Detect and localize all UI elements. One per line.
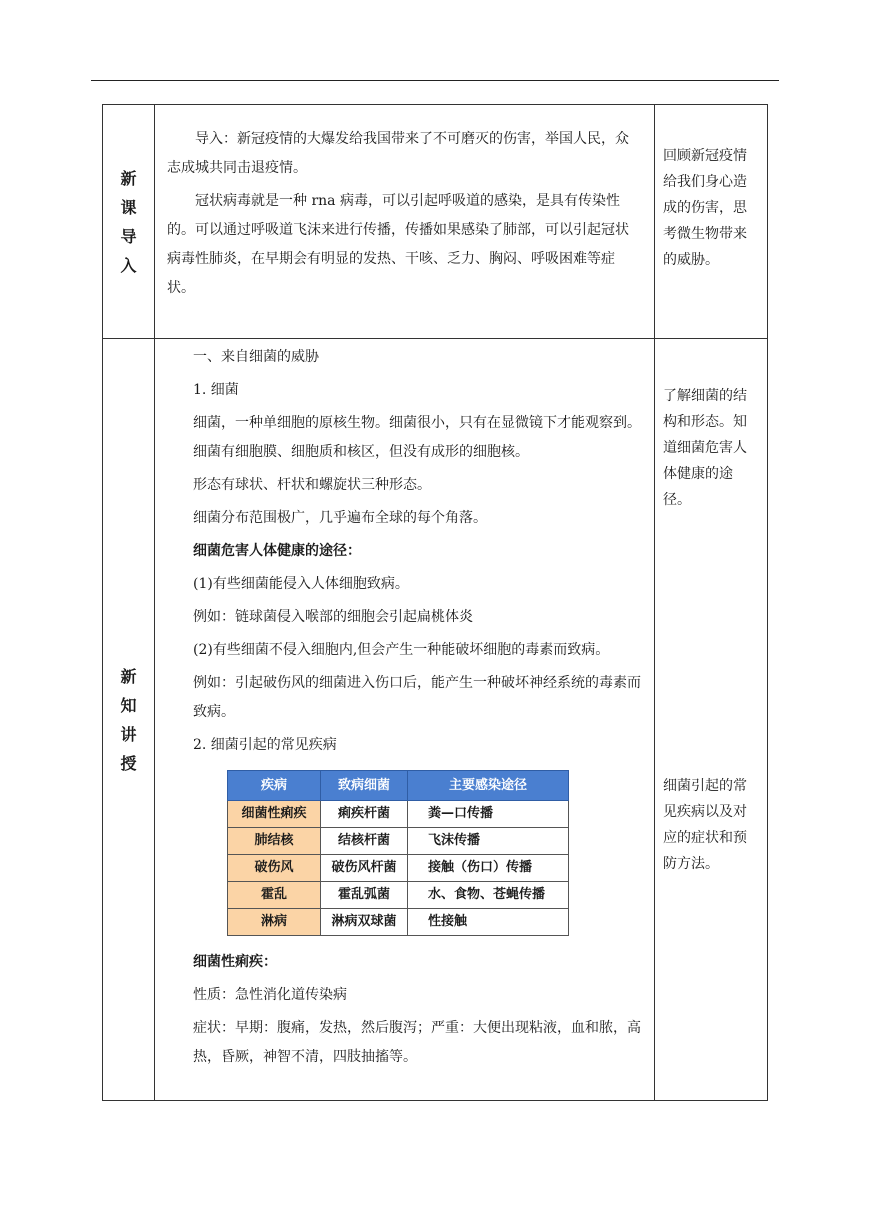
table-row bbox=[228, 855, 569, 882]
lesson-plan-table bbox=[102, 104, 768, 1101]
harm-way-1: (1)有些细菌能侵入人体细胞致病。 bbox=[193, 576, 409, 592]
infection-route: 接触（伤口）传播 bbox=[408, 855, 569, 882]
label-char: 知 bbox=[120, 695, 137, 715]
label-char: 授 bbox=[120, 753, 137, 773]
pathogen-name: 痢疾杆菌 bbox=[321, 801, 408, 828]
header-disease: 疾病 bbox=[228, 771, 321, 801]
header-pathogen: 致病细菌 bbox=[321, 771, 408, 801]
harm-title: 细菌危害人体健康的途径： bbox=[193, 543, 361, 559]
dysentery-nature: 性质：急性消化道传染病 bbox=[193, 987, 347, 1003]
dysentery-title: 细菌性痢疾： bbox=[193, 954, 277, 970]
infection-route: 粪—口传播 bbox=[408, 801, 569, 828]
harm-way-2: (2)有些细菌不侵入细胞内,但会产生一种能破坏细胞的毒素而致病。 bbox=[193, 642, 610, 658]
disease-name: 破伤风 bbox=[228, 855, 321, 882]
disease-name: 细菌性痢疾 bbox=[228, 801, 321, 828]
intro-paragraph-1: 导入：新冠疫情的大爆发给我国带来了不可磨灭的伤害，举国人民，众志成城共同击退疫情。 bbox=[167, 131, 629, 176]
bacteria-definition: 细菌，一种单细胞的原核生物。细菌很小，只有在显微镜下才能观察到。细菌有细胞膜、细胞质和核区，但没有成形的细胞核。 bbox=[193, 415, 641, 460]
infection-route: 水、食物、苍蝇传播 bbox=[408, 882, 569, 909]
label-char: 新 bbox=[120, 666, 137, 686]
infection-route: 性接触 bbox=[408, 909, 569, 936]
intro-content bbox=[155, 105, 655, 339]
table-row bbox=[228, 882, 569, 909]
lecture-row bbox=[103, 339, 768, 1101]
intro-paragraph-2: 冠状病毒就是一种 rna 病毒，可以引起呼吸道的感染，是具有传染性的。可以通过呼吸道飞沫来进行传播，传播如果感染了肺部，可以引起冠状病毒性肺炎，在早期会有明显的发热、干咳、乏力、胸闷、呼吸困难等症状。 bbox=[167, 193, 629, 296]
table-row bbox=[228, 801, 569, 828]
subheading-diseases: 2. 细菌引起的常见疾病 bbox=[193, 737, 337, 753]
disease-table bbox=[227, 770, 569, 936]
bacteria-shapes: 形态有球状、杆状和螺旋状三种形态。 bbox=[193, 477, 431, 493]
disease-name: 淋病 bbox=[228, 909, 321, 936]
intro-row bbox=[103, 105, 768, 339]
intro-label bbox=[103, 105, 155, 339]
harm-example-2: 例如：引起破伤风的细菌进入伤口后，能产生一种破坏神经系统的毒素而致病。 bbox=[193, 675, 641, 720]
pathogen-name: 结核杆菌 bbox=[321, 828, 408, 855]
intro-note: 回顾新冠疫情给我们身心造成的伤害，思考微生物带来的威胁。 bbox=[655, 105, 768, 339]
dysentery-symptoms: 症状：早期：腹痛，发热，然后腹泻；严重：大便出现粘液，血和脓，高热，昏厥，神智不清，四肢抽搐等。 bbox=[193, 1020, 641, 1065]
lecture-note-2: 细菌引起的常见疾病以及对应的症状和预防方法。 bbox=[663, 778, 747, 872]
pathogen-name: 霍乱弧菌 bbox=[321, 882, 408, 909]
header-route: 主要感染途径 bbox=[408, 771, 569, 801]
disease-table-header bbox=[228, 771, 569, 801]
section-heading: 一、来自细菌的威胁 bbox=[193, 349, 319, 365]
pathogen-name: 淋病双球菌 bbox=[321, 909, 408, 936]
subheading-bacteria: 1. 细菌 bbox=[193, 382, 239, 398]
lecture-note-1: 了解细菌的结构和形态。知道细菌危害人体健康的途径。 bbox=[663, 388, 747, 508]
lecture-content bbox=[155, 339, 655, 1101]
infection-route: 飞沫传播 bbox=[408, 828, 569, 855]
pathogen-name: 破伤风杆菌 bbox=[321, 855, 408, 882]
table-row bbox=[228, 828, 569, 855]
lecture-label bbox=[103, 339, 155, 1101]
label-char: 课 bbox=[120, 197, 137, 217]
label-char: 新 bbox=[120, 168, 137, 188]
header-rule bbox=[91, 80, 779, 81]
bacteria-distribution: 细菌分布范围极广，几乎遍布全球的每个角落。 bbox=[193, 510, 487, 526]
disease-name: 霍乱 bbox=[228, 882, 321, 909]
disease-name: 肺结核 bbox=[228, 828, 321, 855]
label-char: 入 bbox=[120, 255, 137, 275]
harm-example-1: 例如：链球菌侵入喉部的细胞会引起扁桃体炎 bbox=[193, 609, 473, 625]
lecture-notes bbox=[655, 339, 768, 1101]
label-char: 讲 bbox=[120, 724, 137, 744]
label-char: 导 bbox=[120, 226, 137, 246]
table-row bbox=[228, 909, 569, 936]
